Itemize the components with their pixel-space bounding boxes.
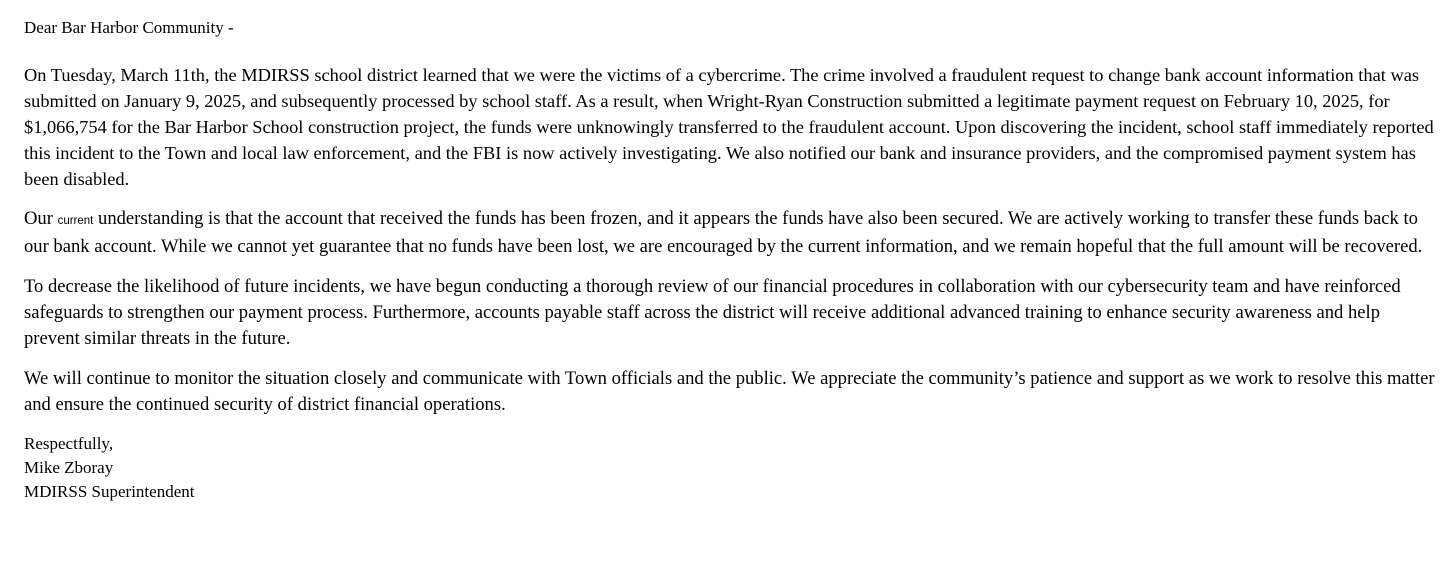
signer-name: Mike Zboray bbox=[24, 458, 114, 477]
paragraph-incident: On Tuesday, March 11th, the MDIRSS school district learned that we were the victims of a cybercrime. The crime involved a fraudulent request to change bank account information that was submitted on January 9, 2025, and subsequently processed by school staff. As a result, when Wright-Ryan Construction submitted a legitimate payment request on February 10, 2025, for $1,066,754 for the Bar Harbor School construction project, the funds were unknowingly transferred to the fraudulent account. Upon discovering the incident, school staff immediately reported this incident to the Town and local law enforcement, and the FBI is now actively investigating. We also notified our bank and insurance providers, and the compromised payment system has been disabled. bbox=[24, 65, 1434, 189]
paragraph-closing: We will continue to monitor the situation closely and communicate with Town officials and the public. We appreciate the community’s patience and support as we work to resolve this matter and ensure the continued security of district financial operations. bbox=[24, 368, 1435, 415]
signer-title: MDIRSS Superintendent bbox=[24, 482, 195, 501]
paragraph-status-rest: understanding is that the account that received the funds has been frozen, and it appears the funds have also been secured. We are actively working to transfer these funds back to our bank account. While we cannot yet guarantee that no funds have been lost, we are encouraged by the current information, and we remain hopeful that the full amount will be recovered. bbox=[24, 208, 1423, 257]
signature-block bbox=[24, 432, 1438, 504]
paragraph-status-small-word: current bbox=[57, 215, 94, 227]
paragraph-prevention: To decrease the likelihood of future incidents, we have begun conducting a thorough review of our financial procedures in collaboration with our cybersecurity team and have reinforced safeguards to strengthen our payment process. Furthermore, accounts payable staff across the district will receive additional advanced training to enhance security awareness and help prevent similar threats in the future. bbox=[24, 276, 1401, 349]
salutation: Dear Bar Harbor Community - bbox=[24, 18, 234, 37]
closing-line: Respectfully, bbox=[24, 434, 114, 453]
paragraph-status bbox=[24, 206, 1438, 260]
paragraph-status-start: Our bbox=[24, 208, 53, 229]
